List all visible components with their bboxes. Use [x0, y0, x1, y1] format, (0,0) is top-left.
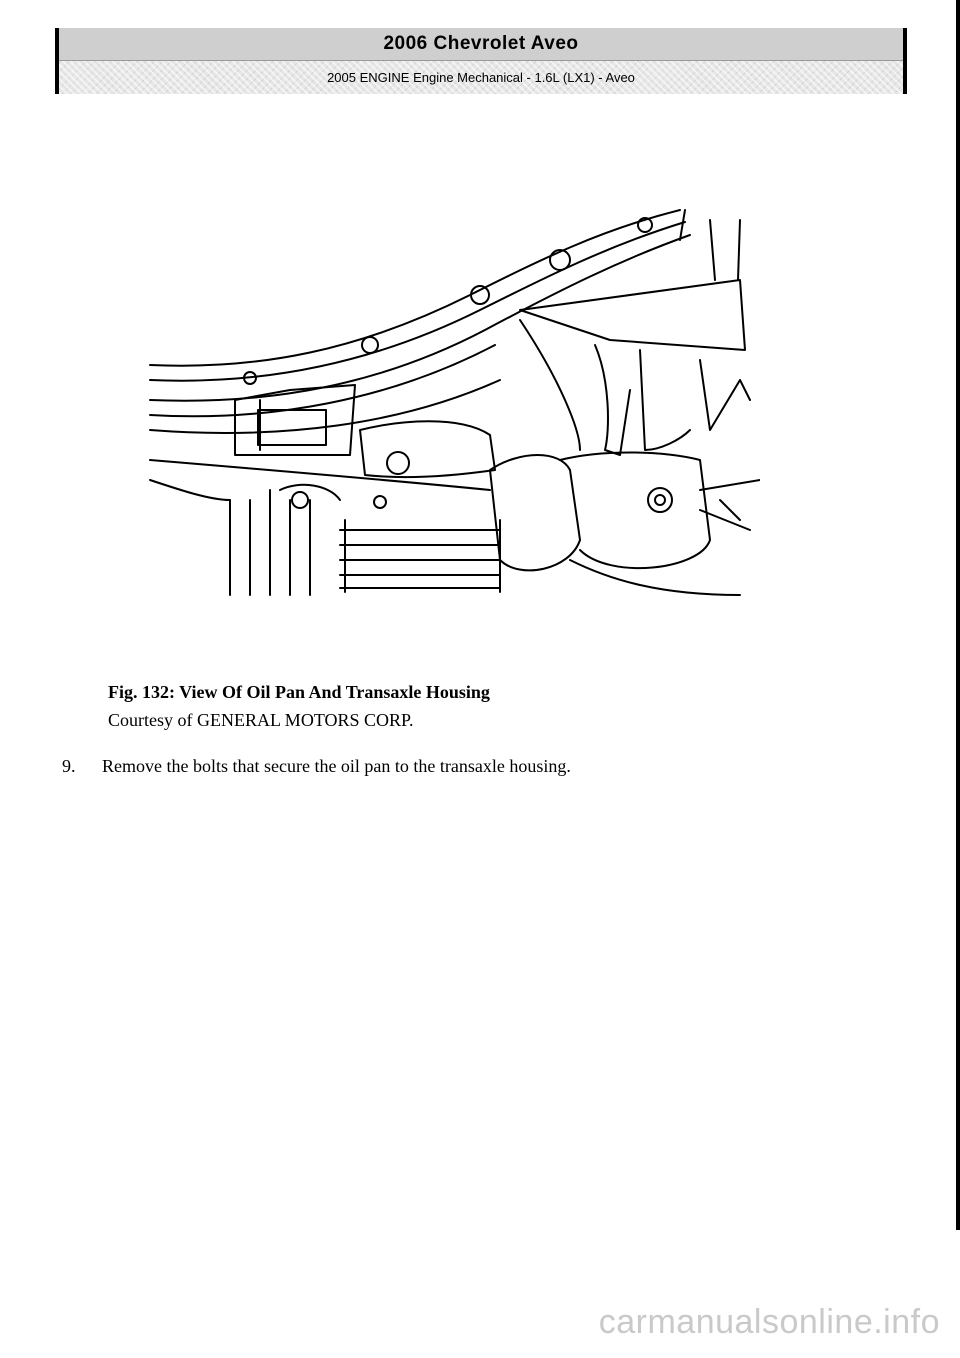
step-number: 9. — [62, 756, 76, 776]
procedure-step — [62, 752, 902, 780]
page-right-rule — [956, 0, 960, 1230]
figure-caption — [108, 678, 808, 734]
header-title: 2006 Chevrolet Aveo — [59, 28, 903, 61]
figure-credit: Courtesy of GENERAL MOTORS CORP. — [108, 710, 414, 730]
site-watermark: carmanualsonline.info — [598, 1303, 940, 1341]
oil-pan-transaxle-illustration — [140, 200, 760, 605]
page-header — [55, 28, 907, 94]
figure-title: Fig. 132: View Of Oil Pan And Transaxle Housing — [108, 682, 490, 702]
header-subtitle: 2005 ENGINE Engine Mechanical - 1.6L (LX1) - Aveo — [59, 61, 903, 94]
header-right-rule — [903, 28, 907, 94]
step-text: Remove the bolts that secure the oil pan to the transaxle housing. — [102, 756, 571, 776]
